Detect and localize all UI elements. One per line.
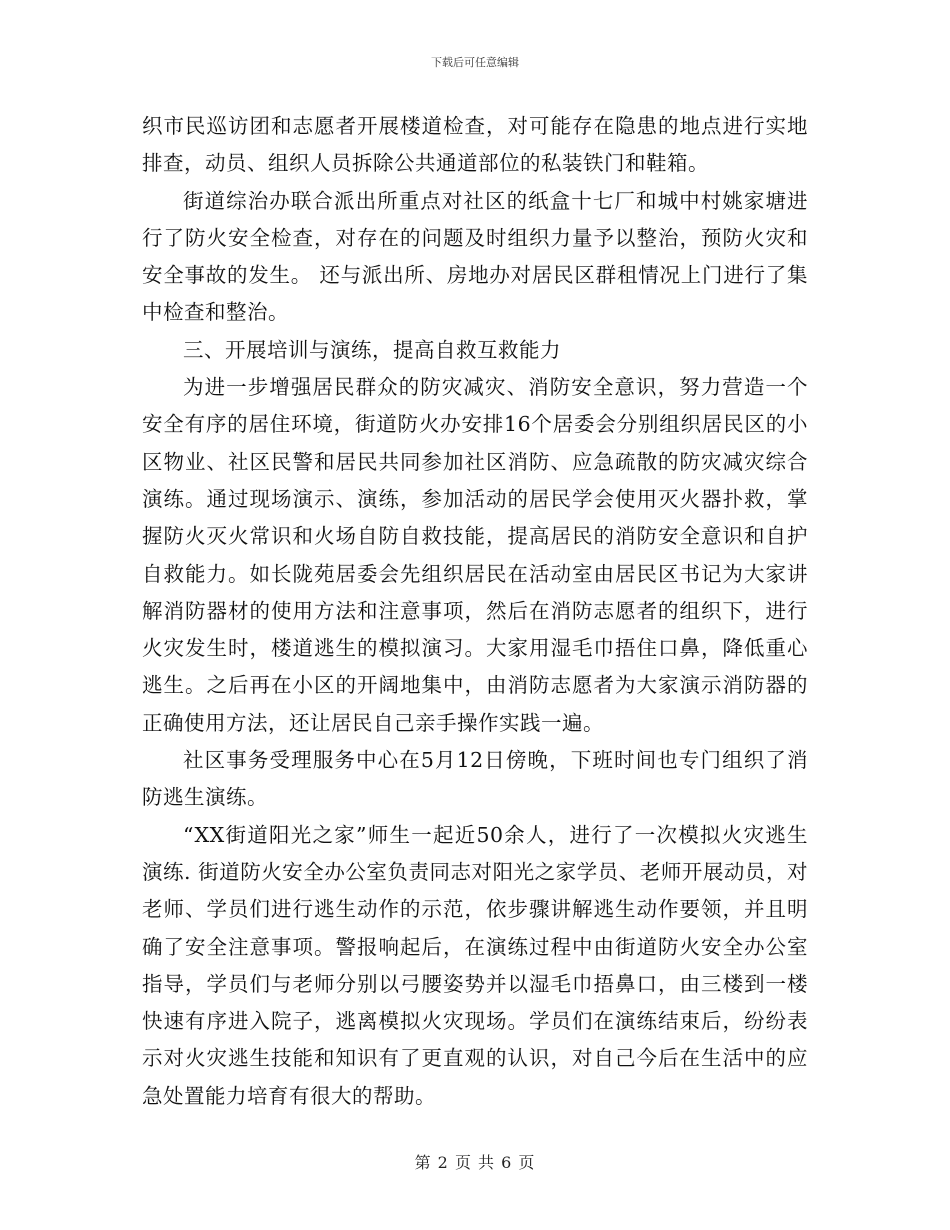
section-heading: 三、开展培训与演练，提高自救互救能力 [183, 337, 561, 362]
document-body [142, 108, 808, 1115]
paragraph-2: 街道综治办联合派出所重点对社区的纸盒十七厂和城中村姚家塘进行了防火安全检查，对存在的问题及时组织力量予以整治，预防火灾和安全事故的发生。 还与派出所、房地办对居民区群租情况上门进行了集中检查和整治。 [142, 188, 808, 325]
header-note: 下载后可任意编辑 [431, 56, 519, 69]
paragraph-3: 为进一步增强居民群众的防灾减灾、消防安全意识，努力营造一个安全有序的居住环境，街道防火办安排16个居委会分别组织居民区的小区物业、社区民警和居民共同参加社区消防、应急疏散的防灾减灾综合演练。通过现场演示、演练，参加活动的居民学会使用灭火器扑救，掌握防火灭火常识和火场自防自救技能，提高居民的消防安全意识和自护自救能力。如长陇苑居委会先组织居民在活动室由居民区书记为大家讲解消防器材的使用方法和注意事项，然后在消防志愿者的组织下，进行火灾发生时，楼道逃生的模拟演习。大家用湿毛巾捂住口鼻，降低重心逃生。之后再在小区的开阔地集中，由消防志愿者为大家演示消防器的正确使用方法，还让居民自己亲手操作实践一遍。 [142, 375, 808, 735]
page-number: 第 2 页 共 6 页 [414, 1153, 536, 1172]
paragraph-4: 社区事务受理服务中心在5月12日傍晚，下班时间也专门组织了消防逃生演练。 [142, 748, 808, 810]
paragraph-5: “XX街道阳光之家”师生一起近50余人，进行了一次模拟火灾逃生演练. 街道防火安全办公室负责同志对阳光之家学员、老师开展动员，对老师、学员们进行逃生动作的示范，依步骤讲解逃生动作要领，并且明确了安全注意事项。警报响起后，在演练过程中由街道防火安全办公室指导，学员们与老师分别以弓腰姿势并以湿毛巾捂鼻口，由三楼到一楼快速有序进入院子，逃离模拟火灾现场。学员们在演练结束后，纷纷表示对火灾逃生技能和知识有了更直观的认识，对自己今后在生活中的应急处置能力培育有很大的帮助。 [142, 822, 808, 1108]
paragraph-1: 织市民巡访团和志愿者开展楼道检查，对可能存在隐患的地点进行实地排查，动员、组织人员拆除公共通道部位的私装铁门和鞋箱。 [142, 114, 808, 176]
